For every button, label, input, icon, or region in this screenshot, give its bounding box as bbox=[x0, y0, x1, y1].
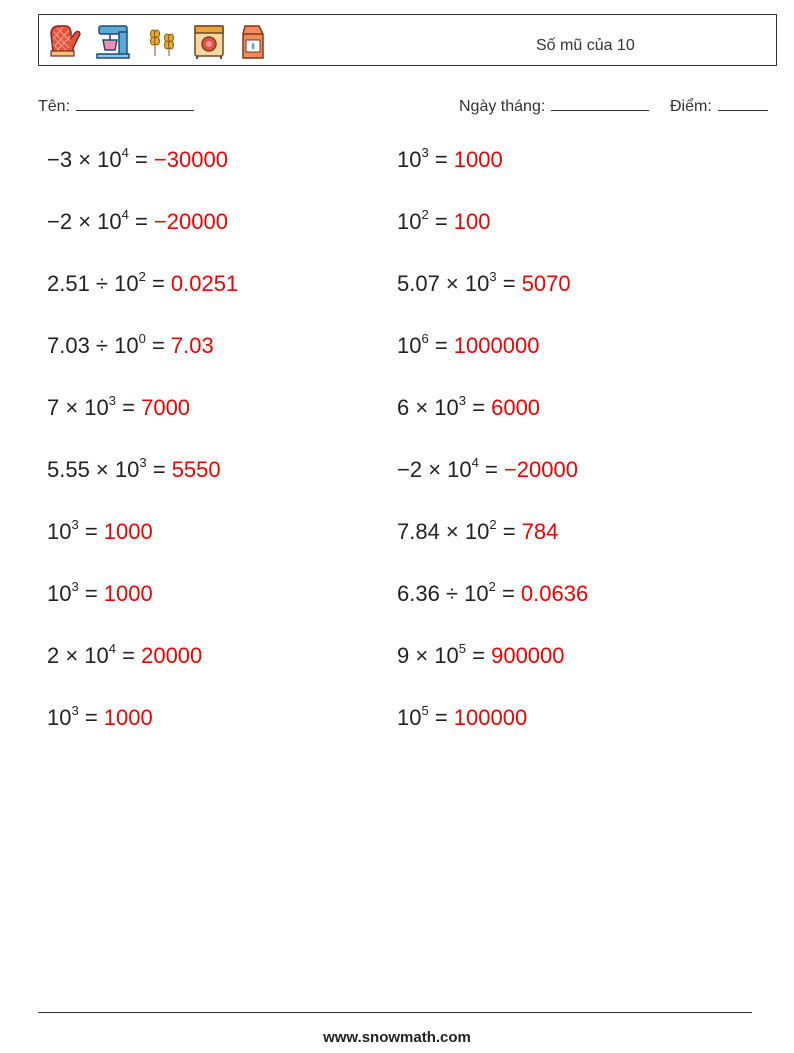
problem-item bbox=[397, 271, 571, 297]
exponent: 3 bbox=[71, 703, 79, 718]
equals-sign: = bbox=[146, 457, 172, 482]
answer: −20000 bbox=[503, 457, 578, 482]
name-field[interactable] bbox=[38, 95, 194, 116]
equals-sign: = bbox=[496, 519, 522, 544]
score-label: Điểm: bbox=[670, 98, 712, 115]
problem-expression: 2 × 10 bbox=[47, 643, 109, 668]
answer: 1000 bbox=[103, 705, 153, 730]
equals-sign: = bbox=[128, 147, 154, 172]
answer: 1000 bbox=[453, 147, 503, 172]
problem-item bbox=[397, 581, 588, 607]
answer: 1000000 bbox=[453, 333, 540, 358]
equals-sign: = bbox=[496, 271, 522, 296]
exponent: 3 bbox=[458, 393, 467, 408]
exponent: 4 bbox=[108, 641, 117, 656]
problem-expression: 10 bbox=[47, 705, 72, 730]
problem-item bbox=[47, 705, 153, 731]
answer: 20000 bbox=[141, 643, 203, 668]
problem-expression: −3 × 10 bbox=[47, 147, 122, 172]
equals-sign: = bbox=[495, 581, 521, 606]
exponent: 6 bbox=[421, 331, 429, 346]
exponent: 0 bbox=[138, 331, 146, 346]
equals-sign: = bbox=[428, 209, 454, 234]
equals-sign: = bbox=[428, 147, 454, 172]
equals-sign: = bbox=[116, 395, 142, 420]
wheat-icon bbox=[145, 22, 179, 60]
problem-item bbox=[397, 147, 503, 173]
name-blank[interactable] bbox=[76, 95, 194, 111]
problem-item bbox=[397, 333, 539, 359]
answer: 6000 bbox=[491, 395, 541, 420]
equals-sign: = bbox=[466, 395, 492, 420]
oven-mitt-icon bbox=[47, 22, 81, 60]
exponent: 4 bbox=[121, 207, 129, 222]
header-box bbox=[38, 14, 777, 66]
problem-expression: −2 × 10 bbox=[397, 457, 472, 482]
problem-expression: 10 bbox=[397, 147, 422, 172]
equals-sign: = bbox=[145, 271, 171, 296]
problem-item bbox=[47, 643, 202, 669]
answer: 1000 bbox=[103, 519, 153, 544]
problem-item bbox=[397, 643, 565, 669]
problem-expression: 6.36 ÷ 10 bbox=[397, 581, 489, 606]
problem-expression: 5.07 × 10 bbox=[397, 271, 490, 296]
answer: 0.0251 bbox=[170, 271, 239, 296]
equals-sign: = bbox=[78, 705, 104, 730]
answer: 7000 bbox=[141, 395, 191, 420]
exponent: 3 bbox=[139, 455, 147, 470]
problem-expression: 5.55 × 10 bbox=[47, 457, 140, 482]
answer: −20000 bbox=[153, 209, 228, 234]
problem-expression: 7.84 × 10 bbox=[397, 519, 490, 544]
problem-expression: −2 × 10 bbox=[47, 209, 122, 234]
problem-expression: 9 × 10 bbox=[397, 643, 459, 668]
problem-item bbox=[47, 395, 190, 421]
problem-expression: 10 bbox=[397, 209, 422, 234]
name-label: Tên: bbox=[38, 98, 71, 115]
exponent: 5 bbox=[458, 641, 467, 656]
problem-expression: 6 × 10 bbox=[397, 395, 459, 420]
problem-item bbox=[47, 333, 214, 359]
exponent: 3 bbox=[421, 145, 429, 160]
answer: 0.0636 bbox=[520, 581, 589, 606]
problem-expression: 2.51 ÷ 10 bbox=[47, 271, 139, 296]
milk-carton-icon bbox=[239, 22, 267, 60]
problem-expression: 7 × 10 bbox=[47, 395, 109, 420]
footer-url: www.snowmath.com bbox=[323, 1029, 471, 1046]
equals-sign: = bbox=[78, 519, 104, 544]
exponent: 2 bbox=[421, 207, 429, 222]
score-field[interactable] bbox=[670, 95, 768, 116]
answer: 100000 bbox=[453, 705, 528, 730]
problem-item bbox=[47, 457, 221, 483]
date-field[interactable] bbox=[459, 95, 649, 116]
exponent: 3 bbox=[71, 579, 79, 594]
problem-item bbox=[397, 519, 558, 545]
page-title: Số mũ của 10 bbox=[536, 37, 635, 54]
problem-expression: 7.03 ÷ 10 bbox=[47, 333, 139, 358]
stand-mixer-icon bbox=[95, 22, 131, 60]
answer: 5550 bbox=[171, 457, 221, 482]
problem-item bbox=[47, 147, 228, 173]
problem-item bbox=[397, 395, 540, 421]
problem-item bbox=[47, 271, 238, 297]
exponent: 4 bbox=[471, 455, 479, 470]
oven-icon bbox=[193, 22, 225, 60]
equals-sign: = bbox=[428, 333, 454, 358]
problem-expression: 10 bbox=[397, 333, 422, 358]
problem-item bbox=[47, 519, 153, 545]
equals-sign: = bbox=[478, 457, 504, 482]
equals-sign: = bbox=[466, 643, 492, 668]
equals-sign: = bbox=[128, 209, 154, 234]
exponent: 5 bbox=[421, 703, 429, 718]
answer: −30000 bbox=[153, 147, 228, 172]
problem-item bbox=[397, 209, 491, 235]
exponent: 3 bbox=[71, 517, 79, 532]
answer: 784 bbox=[521, 519, 559, 544]
answer: 900000 bbox=[491, 643, 565, 668]
problem-item bbox=[397, 457, 578, 483]
equals-sign: = bbox=[78, 581, 104, 606]
exponent: 4 bbox=[121, 145, 129, 160]
answer: 100 bbox=[453, 209, 491, 234]
date-blank[interactable] bbox=[551, 95, 649, 111]
problem-item bbox=[47, 581, 153, 607]
problem-expression: 10 bbox=[47, 581, 72, 606]
problem-item bbox=[397, 705, 527, 731]
exponent: 2 bbox=[138, 269, 146, 284]
icon-strip bbox=[47, 21, 267, 61]
equals-sign: = bbox=[116, 643, 142, 668]
footer-divider bbox=[38, 1012, 752, 1013]
date-label: Ngày tháng: bbox=[459, 98, 546, 115]
exponent: 3 bbox=[108, 393, 117, 408]
exponent: 2 bbox=[488, 579, 496, 594]
exponent: 2 bbox=[489, 517, 497, 532]
score-blank[interactable] bbox=[718, 95, 768, 111]
answer: 7.03 bbox=[170, 333, 214, 358]
equals-sign: = bbox=[145, 333, 171, 358]
equals-sign: = bbox=[428, 705, 454, 730]
exponent: 3 bbox=[489, 269, 497, 284]
problem-expression: 10 bbox=[397, 705, 422, 730]
answer: 1000 bbox=[103, 581, 153, 606]
problem-expression: 10 bbox=[47, 519, 72, 544]
problem-item bbox=[47, 209, 228, 235]
answer: 5070 bbox=[521, 271, 571, 296]
